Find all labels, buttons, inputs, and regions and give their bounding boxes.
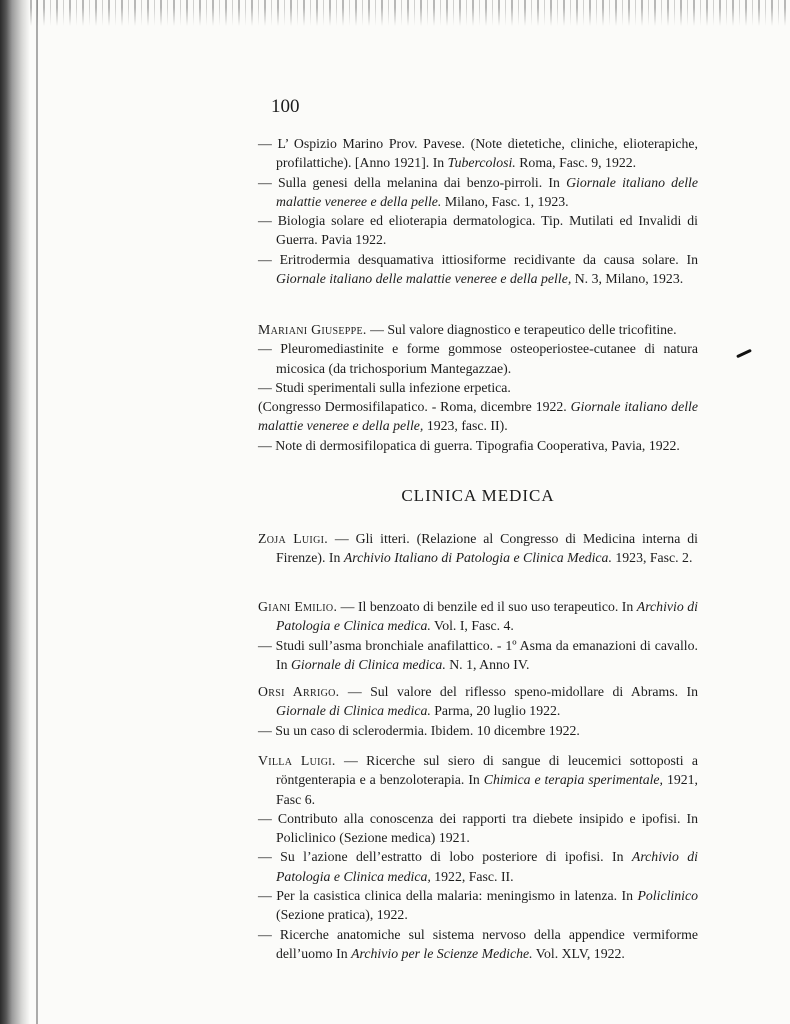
author-block-orsi	[258, 682, 698, 740]
bib-entry: — Studi sull’asma bronchiale anafilattico. - 1º Asma da emanazioni di cavallo. In Giornale di Clinica medica. N. 1, Anno IV.	[258, 637, 698, 672]
author-block-giani	[258, 597, 698, 674]
bib-entry: — Eritrodermia desquamativa ittiosiforme recidivante da causa solare. In Giornale italiano delle malattie veneree e della pelle, N. 3, Milano, 1923.	[258, 251, 698, 287]
bib-entry: (Congresso Dermosifilapatico. - Roma, dicembre 1922. Giornale italiano delle malattie veneree e della pelle, 1923, fasc. II).	[258, 399, 698, 434]
bibliography-continuation	[258, 134, 698, 288]
bib-entry: — Sulla genesi della melanina dai benzo-pirroli. In Giornale italiano delle malattie veneree e della pelle. Milano, Fasc. 1, 1923.	[258, 174, 698, 209]
bib-entry: Villa Luigi. — Ricerche sul siero di sangue di leucemici sottoposti a röntgenterapia e a benzoloterapia. In Chimica e terapia sperimentale, 1921, Fasc 6.	[258, 753, 698, 807]
ink-mark	[736, 349, 752, 358]
gutter-line	[36, 0, 38, 1024]
author-name: Mariani Giuseppe.	[258, 322, 367, 337]
author-name: Orsi Arrigo.	[258, 684, 340, 699]
bib-entry: — Per la casistica clinica della malaria: meningismo in latenza. In Policlinico (Sezione pratica), 1922.	[258, 888, 698, 923]
author-name: Giani Emilio.	[258, 599, 338, 614]
bib-entry: — Note di dermosifilopatica di guerra. Tipografia Cooperativa, Pavia, 1922.	[258, 437, 680, 453]
author-block-mariani	[258, 320, 698, 455]
author-name: Villa Luigi.	[258, 753, 336, 768]
bib-entry: Giani Emilio. — Il benzoato di benzile ed il suo uso terapeutico. In Archivio di Patologia e Clinica medica. Vol. I, Fasc. 4.	[258, 599, 698, 634]
bib-entry: — Ricerche anatomiche sul sistema nervoso della appendice vermiforme dell’uomo In Archivio per le Scienze Mediche. Vol. XLV, 1922.	[258, 926, 698, 961]
book-binding-edge	[0, 0, 30, 1024]
bib-entry: — Su un caso di sclerodermia. Ibidem. 10 dicembre 1922.	[258, 722, 580, 738]
page-number: 100	[271, 96, 300, 117]
bib-entry: — Studi sperimentali sulla infezione erpetica.	[258, 379, 511, 395]
section-heading: CLINICA MEDICA	[401, 486, 555, 505]
bib-entry: — Biologia solare ed elioterapia dermatologica. Tip. Mutilati ed Invalidi di Guerra. Pavia 1922.	[258, 213, 698, 248]
bib-entry: — Su l’azione dell’estratto di lobo posteriore di ipofisi. In Archivio di Patologia e Clinica medica, 1922, Fasc. II.	[258, 849, 699, 884]
author-name: Zoja Luigi.	[258, 531, 328, 546]
bib-entry: Mariani Giuseppe. — Sul valore diagnostico e terapeutico delle tricofitine.	[258, 322, 677, 337]
author-block-zoja	[258, 529, 698, 568]
bib-entry: Zoja Luigi. — Gli itteri. (Relazione al Congresso di Medicina interna di Firenze). In Archivio Italiano di Patologia e Clinica Medica. 1923, Fasc. 2.	[258, 531, 698, 566]
author-block-villa	[258, 751, 698, 963]
bib-entry: — Pleuromediastinite e forme gommose osteoperiostee-cutanee di natura micosica (da trichosporium Mantegazzae).	[258, 341, 698, 376]
bib-entry: — Contributo alla conoscenza dei rapporti tra diebete insipido e ipofisi. In Policlinico (Sezione medica) 1921.	[258, 810, 698, 846]
bib-entry: — L’ Ospizio Marino Prov. Pavese. (Note dietetiche, cliniche, elioterapiche, profilattiche). [Anno 1921]. In Tubercolosi. Roma, Fasc. 9, 1922.	[258, 136, 698, 171]
scan-top-noise	[30, 0, 790, 26]
bib-entry: Orsi Arrigo. — Sul valore del riflesso speno-midollare di Abrams. In Giornale di Clinica medica. Parma, 20 luglio 1922.	[258, 684, 699, 719]
